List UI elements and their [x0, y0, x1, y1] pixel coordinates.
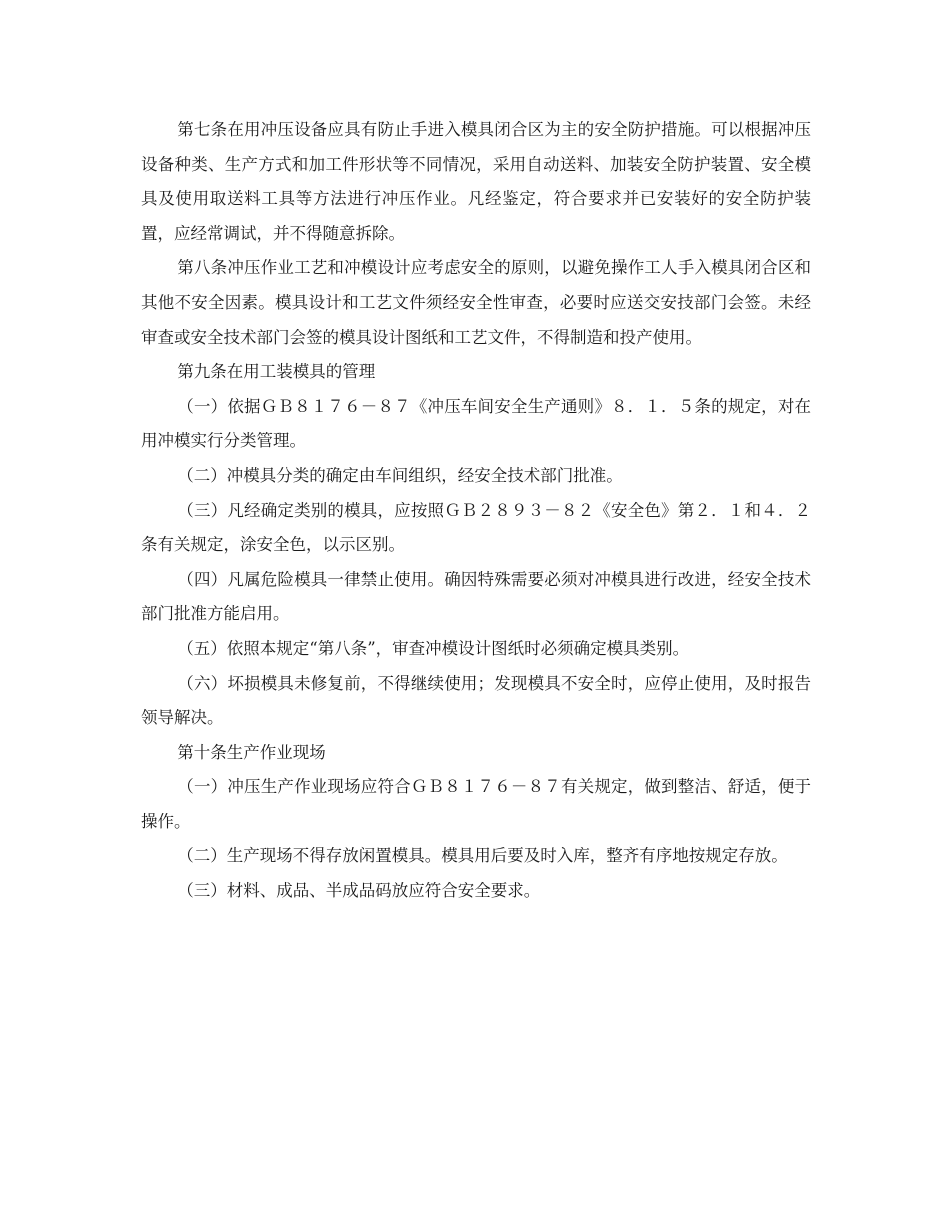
article-10-item-3: （三）材料、成品、半成品码放应符合安全要求。: [177, 881, 541, 901]
article-9-heading: 第九条在用工装模具的管理: [177, 362, 376, 382]
article-10-item-2: （二）生产现场不得存放闲置模具。模具用后要及时入库，整齐有序地按规定存放。: [177, 846, 788, 866]
article-9-item-5: （五）依照本规定“第八条”，审查冲模设计图纸时必须确定模具类别。: [177, 638, 690, 658]
article-9-item-4: （四）凡属危险模具一律禁止使用。确因特殊需要必须对冲模具进行改进，经安全技术部门批准方能启用。: [141, 569, 811, 624]
article-9-item-6: （六）坏损模具未修复前，不得继续使用；发现模具不安全时，应停止使用，及时报告领导解决。: [141, 673, 811, 728]
article-7-paragraph: 第七条在用冲压设备应具有防止手进入模具闭合区为主的安全防护措施。可以根据冲压设备种类、生产方式和加工件形状等不同情况，采用自动送料、加装安全防护装置、安全模具及使用取送料工具等方法进行冲压作业。凡经鉴定，符合要求并已安装好的安全防护装置，应经常调试，并不得随意拆除。: [141, 120, 811, 243]
article-9-item-1: （一）依据ＧＢ８１７６－８７《冲压车间安全生产通则》８．１．５条的规定，对在用冲模实行分类管理。: [141, 396, 811, 451]
article-10-heading: 第十条生产作业现场: [177, 742, 326, 762]
article-8-paragraph: 第八条冲压作业工艺和冲模设计应考虑安全的原则，以避免操作工人手入模具闭合区和其他不安全因素。模具设计和工艺文件须经安全性审查，必要时应送交安技部门会签。未经审查或安全技术部门会签的模具设计图纸和工艺文件，不得制造和投产使用。: [141, 258, 811, 347]
article-9-item-3: （三）凡经确定类别的模具，应按照ＧＢ２８９３－８２《安全色》第２．１和４．２条有关规定，涂安全色，以示区别。: [141, 500, 811, 555]
document-body: [141, 113, 811, 909]
article-10-item-1: （一）冲压生产作业现场应符合ＧＢ８１７６－８７有关规定，做到整洁、舒适，便于操作。: [141, 777, 811, 831]
article-9-item-2: （二）冲模具分类的确定由车间组织，经安全技术部门批准。: [177, 465, 623, 485]
